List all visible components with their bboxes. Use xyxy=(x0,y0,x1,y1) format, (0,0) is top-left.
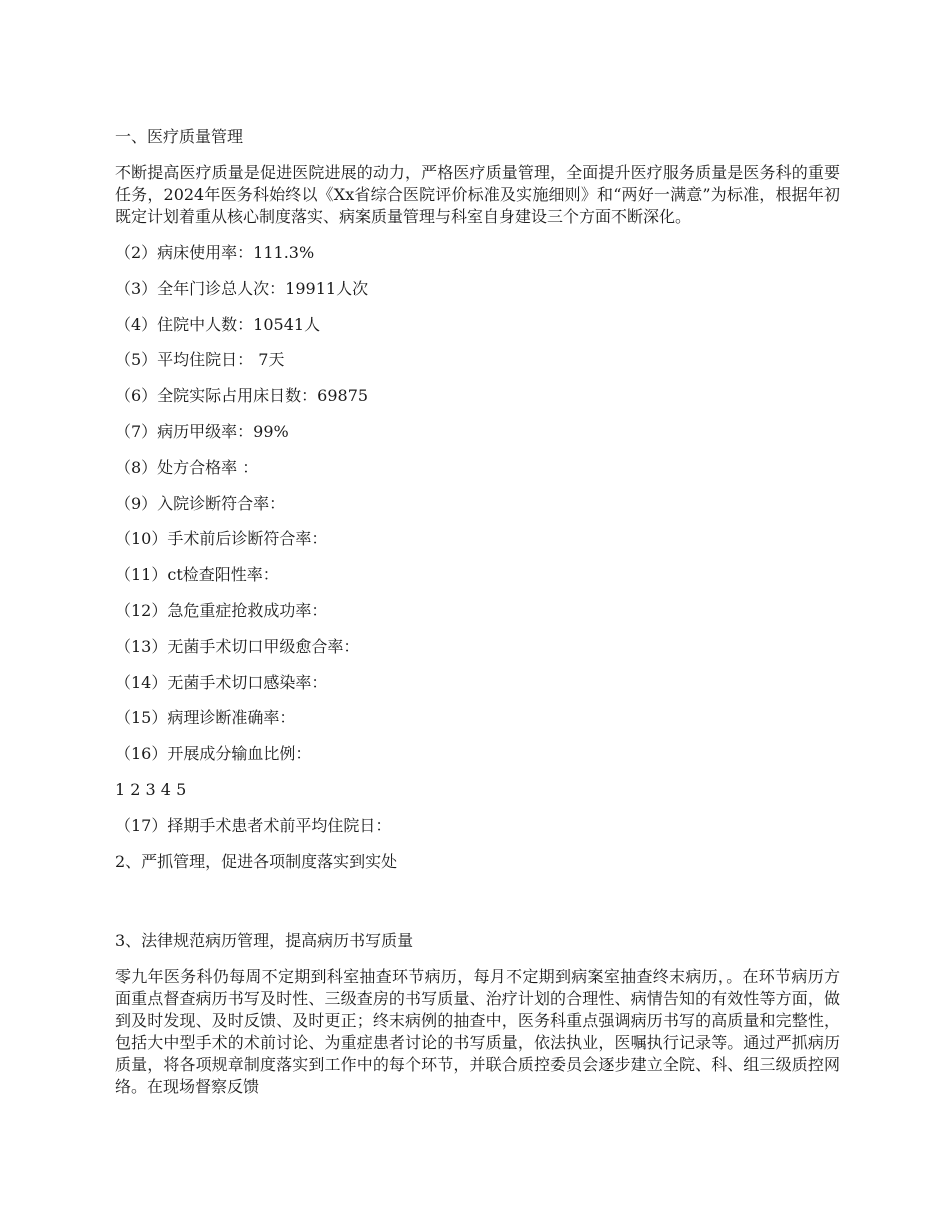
section-heading-medical-records: 3、法律规范病历管理，提高病历书写质量 xyxy=(115,931,414,951)
records-paragraph: 零九年医务科仍每周不定期到科室抽查环节病历，每月不定期到病案室抽查终末病历，。在环节病历方面重点督查病历书写及时性、三级查房的书写质量、治疗计划的合理性、病情告知的有效性等方面，做到及时发现、及时反馈、及时更正；终末病例的抽查中，医务科重点强调病历书写的高质量和完整性，包括大中型手术的术前讨论、为重症患者讨论的书写质量，依法执业，医嘱执行记录等。通过严抓病历质量，将各项规章制度落实到工作中的每个环节，并联合质控委员会逐步建立全院、科、组三级质控网络。在现场督察反馈 xyxy=(115,967,840,1097)
list-item: 1 2 3 4 5 xyxy=(115,779,187,799)
list-item: （13）无菌手术切口甲级愈合率： xyxy=(115,636,360,656)
list-item: （9）入院诊断符合率： xyxy=(115,493,286,513)
list-item: （16）开展成分输血比例： xyxy=(115,744,312,764)
list-item: （17）择期手术患者术前平均住院日： xyxy=(115,815,392,835)
list-item: （15）病理诊断准确率： xyxy=(115,708,296,728)
list-item: （7）病历甲级率：99% xyxy=(115,421,289,441)
list-item: （14）无菌手术切口感染率： xyxy=(115,672,328,692)
list-item: （6）全院实际占用床日数：69875 xyxy=(115,386,369,406)
section-heading-strict-management: 2、严抓管理，促进各项制度落实到实处 xyxy=(115,851,398,871)
list-item: （11）ct检查阳性率： xyxy=(115,565,279,585)
list-item: （8）处方合格率 ： xyxy=(115,457,259,477)
list-item: （12）急危重症抢救成功率： xyxy=(115,600,328,620)
indicator-list xyxy=(115,242,840,837)
intro-paragraph: 不断提高医疗质量是促进医院进展的动力，严格医疗质量管理，全面提升医疗服务质量是医务科的重要任务，2024年医务科始终以《Xx省综合医院评价标准及实施细则》和“两好一满意”为标准，根据年初既定计划着重从核心制度落实、病案质量管理与科室自身建设三个方面不断深化。 xyxy=(115,163,840,226)
section-heading-medical-quality: 一、医疗质量管理 xyxy=(115,127,244,146)
list-item: （4）住院中人数：10541人 xyxy=(115,314,321,334)
list-item: （3）全年门诊总人次：19911人次 xyxy=(115,278,369,298)
document-page xyxy=(115,126,840,1098)
blank-spacer xyxy=(115,886,840,930)
list-item: （2）病床使用率：111.3% xyxy=(115,243,315,262)
list-item: （10）手术前后诊断符合率： xyxy=(115,529,328,549)
list-item: （5）平均住院日： 7天 xyxy=(115,350,285,370)
